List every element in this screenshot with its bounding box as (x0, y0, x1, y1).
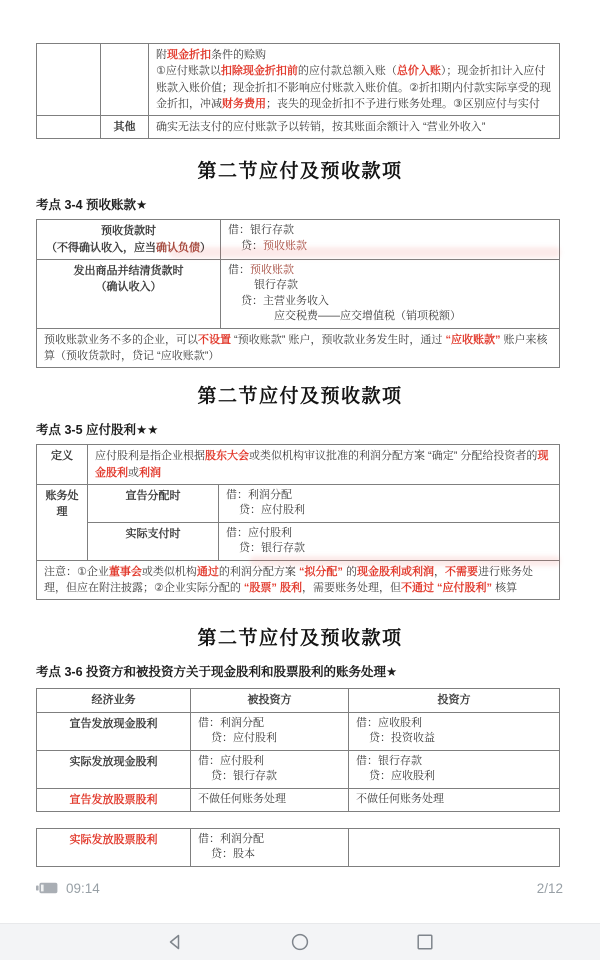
keypoint-3-6-heading: 考点 3-6 投资方和被投资方关于现金股利和股票股利的账务处理★ (36, 665, 398, 680)
table-row (37, 828, 560, 866)
journal-entry-cell: 借：银行存款 贷：预收账款 (221, 220, 560, 260)
table-row (37, 328, 560, 368)
column-header: 经济业务 (37, 689, 191, 712)
empty-cell (37, 116, 101, 139)
accounting-treatment-label-cell: 账务处理 (37, 484, 88, 560)
row-label-cell: 实际发放股票股利 (37, 828, 191, 866)
journal-entry-cell: 借：利润分配 贷：应付股利 (191, 712, 349, 750)
note-cell: 注意：①企业董事会或类似机构通过的利润分配方案 “拟分配” 的现金股利或利润，不需要进行账务处理，但应在附注披露；②企业实际分配的 “股票” 股利，需要账务处理，但不通过 “应付股利” 核算 (37, 560, 560, 600)
table-row (37, 445, 560, 485)
table-row (37, 116, 560, 139)
definition-text-cell: 应付股利是指企业根据股东大会或类似机构审议批准的利润分配方案 “确定” 分配给投资者的现金股利或利润 (88, 445, 560, 485)
table-row (37, 522, 560, 560)
row-label-cell: 实际发放现金股利 (37, 750, 191, 788)
note-cell: 预收账款业务不多的企业，可以不设置 “预收账款” 账户，预收款业务发生时，通过 “应收账款” 账户来核算（预收货款时，贷记 “应收账款”） (37, 328, 560, 368)
table-row (37, 259, 560, 328)
empty-cell (101, 44, 149, 116)
section-title: 第二节应付及预收款项 (197, 386, 403, 408)
cash-discount-cell (149, 44, 560, 116)
advance-receipts-table (36, 219, 560, 368)
document-page[interactable] (0, 43, 600, 867)
no-treatment-cell: 不做任何账务处理 (191, 788, 349, 811)
cash-discount-body: ①应付账款以扣除现金折扣前的应付款总额入账（总价入账）；现金折扣计入应付账款入账价值；现金折扣不影响应付账款入账价值。②折扣期内付款实际享受的现金折扣，冲减财务费用；丧失的现金折扣不予进行账务处理。③区别应付与实付 (156, 65, 551, 110)
navigation-bar (0, 923, 600, 960)
column-header: 被投资方 (191, 689, 349, 712)
home-icon[interactable] (290, 932, 310, 952)
clock-time: 09:14 (66, 880, 100, 896)
other-label-cell: 其他 (101, 116, 149, 139)
empty-cell (37, 44, 101, 116)
table-row (37, 484, 560, 522)
cell-line: 预收货款时 (101, 225, 156, 238)
empty-cell (349, 828, 560, 866)
keypoint-3-5-heading: 考点 3-5 应付股利★★ (36, 423, 159, 438)
stock-dividend-issue-table (36, 828, 560, 867)
table-row (37, 712, 560, 750)
journal-entry-cell: 借：应付股利 贷：银行存款 (191, 750, 349, 788)
payable-cash-discount-table (36, 43, 560, 139)
section-title: 第二节应付及预收款项 (197, 628, 403, 650)
page-indicator: 2/12 (536, 880, 563, 896)
recents-icon[interactable] (415, 932, 435, 952)
journal-entry-cell: 借：利润分配 贷：应付股利 (219, 484, 560, 522)
table-row (37, 560, 560, 600)
definition-label-cell: 定义 (37, 445, 88, 485)
table-row (37, 750, 560, 788)
table-header-row (37, 689, 560, 712)
journal-entry-cell: 借：应收股利 贷：投资收益 (349, 712, 560, 750)
column-header: 投资方 (349, 689, 560, 712)
dividend-treatment-table (36, 688, 560, 812)
row-label-cell: 宣告发放股票股利 (37, 788, 191, 811)
table-row (37, 220, 560, 260)
row-label-cell: 宣告发放现金股利 (37, 712, 191, 750)
no-treatment-cell: 不做任何账务处理 (349, 788, 560, 811)
goods-delivered-cell (37, 259, 221, 328)
section-title: 第二节应付及预收款项 (197, 161, 403, 183)
status-bar (36, 878, 563, 898)
battery-icon (36, 882, 58, 894)
pay-label-cell: 实际支付时 (88, 522, 219, 560)
declare-label-cell: 宣告分配时 (88, 484, 219, 522)
back-icon[interactable] (165, 932, 185, 952)
other-text-cell: 确实无法支付的应付账款予以转销，按其账面余额计入 “营业外收入” (149, 116, 560, 139)
journal-entry-cell: 借：利润分配 贷：股本 (191, 828, 349, 866)
dividends-payable-table (36, 444, 560, 600)
keypoint-3-4-heading: 考点 3-4 预收账款★ (36, 198, 148, 213)
journal-entry-cell: 借：应付股利 贷：银行存款 (219, 522, 560, 560)
cash-discount-line1: 附现金折扣条件的赊购 (156, 49, 266, 61)
journal-entry-cell: 借：预收账款 银行存款 贷：主营业务收入 应交税费——应交增值税（销项税额） (221, 259, 560, 328)
table-row (37, 788, 560, 811)
cell-line: 发出商品并结清货款时 (73, 264, 184, 277)
table-row (37, 44, 560, 116)
advance-receipt-when-cell (37, 220, 221, 260)
cell-line: （不得确认收入，应当确认负债） (46, 241, 211, 254)
cell-line: （确认收入） (95, 281, 162, 294)
journal-entry-cell: 借：银行存款 贷：应收股利 (349, 750, 560, 788)
